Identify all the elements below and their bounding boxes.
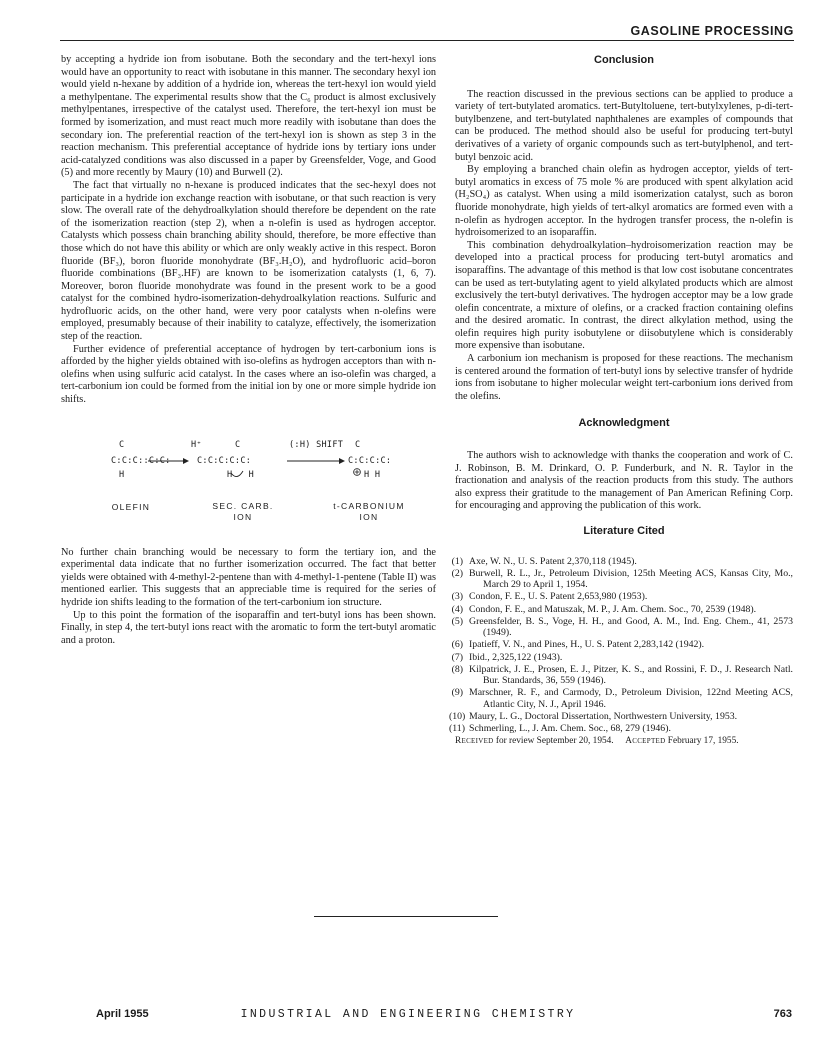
proton-label: H⁺ <box>191 439 202 450</box>
reference-list <box>449 555 793 735</box>
reference-number: (9) <box>451 687 463 699</box>
reference-text: Marschner, R. F., and Carmody, D., Petroleum Division, 122nd Meeting ACS, Atlantic City, N. J., April 1946. <box>469 687 793 711</box>
paragraph: Further evidence of preferential acceptance of hydrogen by tert-carbonium ions is afforded by the higher yields obtained with iso-olefins as hydrogen acceptors than with n-olefins when using sulfuric acid catalyst. In the cases where an iso-olefin was charged, a tert-carbonium ion could be formed from the initial ion by one or more simple hydride ion shifts. <box>61 343 436 406</box>
paragraph: The authors wish to acknowledge with thanks the cooperation and work of C. J. Robinson, B. M. Drinkard, O. P. Funderburk, and N. R. Taylor in the fractionation and analysis of the reaction products from this study. The authors also express their gratitude to the management of Pan American Refining Corp. for encouraging and approving the publication of this work. <box>455 450 793 512</box>
reference-item <box>451 639 793 651</box>
running-head: GASOLINE PROCESSING <box>630 24 794 38</box>
paragraph: A carbonium ion mechanism is proposed for these reactions. The mechanism is centered around the formation of tert-butyl ions by selective transfer of hydride ions from isobutane to higher molecular weight tert-carbonium ions derived from the olefins. <box>455 353 793 402</box>
reference-text: Maury, L. G., Doctoral Dissertation, Northwestern University, 1953. <box>469 711 738 723</box>
right-column <box>449 54 793 748</box>
received-label: Received <box>455 736 494 747</box>
reference-text: Ibid., 2,325,122 (1943). <box>469 651 563 663</box>
reference-item <box>451 591 793 603</box>
paragraph: No further chain branching would be necessary to form the tertiary ion, and the experimental data indicate that no further isomerization occurred. The fact that better yields were obtained with 4-methyl-2-pentene than with 4-methyl-1-pentene (Table II) was mentioned earlier. This suggests that an appreciable time is required for the series of hydride ion shifts leading to the formation of the tert-carbonium ion structure. <box>61 546 436 608</box>
footer-rule <box>314 916 498 917</box>
received-line <box>455 735 793 748</box>
label-olefin: OLEFIN <box>111 501 151 512</box>
reference-number: (7) <box>451 651 463 663</box>
tert-ion-bottom: H H <box>364 469 381 480</box>
accepted-date: February 17, 1955. <box>667 736 739 747</box>
reaction-scheme <box>61 421 436 537</box>
paragraph: Up to this point the formation of the isoparaffin and tert-butyl ions has been shown. Finally, in step 4, the tert-butyl ions react with the aromatic to form the tert-butyl aromatic and a proton. <box>61 609 436 646</box>
reference-number: (11) <box>449 723 465 735</box>
paragraph: By employing a branched chain olefin as hydrogen acceptor, yields of tert-butyl aromatics in excess of 75 mole % are produced with spent alkylation acid (H₂SO₄) as catalyst. When using a mild isomerization catalyst, such as boron fluoride monohydrate, high yields of tert-alkyl aromatics are formed even with a n-olefin as hydrogen acceptor. In the hydrogen transfer process, the n-olefin is hydroisomerized to an isoparaffin. <box>455 164 793 239</box>
reference-item <box>451 651 793 664</box>
reference-number: (1) <box>451 555 463 567</box>
hydride-shift-label: (:H) SHIFT <box>289 439 344 450</box>
reference-number: (8) <box>451 663 463 675</box>
reference-item <box>451 615 793 639</box>
reference-number: (10) <box>449 711 466 723</box>
reference-item <box>451 603 793 616</box>
olefin-top: C <box>119 439 125 450</box>
footer-date: April 1955 <box>96 1008 149 1020</box>
reference-text: Schmerling, L., J. Am. Chem. Soc., 68, 279 (1946). <box>469 723 671 735</box>
tert-ion-top: C <box>355 439 361 450</box>
reference-text: Greensfelder, B. S., Voge, H. H., and Good, A. M., Ind. Eng. Chem., 41, 2573 (1949). <box>469 615 793 639</box>
reference-item <box>449 711 793 723</box>
footer-journal: INDUSTRIAL AND ENGINEERING CHEMISTRY <box>240 1008 576 1021</box>
accepted-label: Accepted <box>625 736 666 747</box>
reference-item <box>451 687 793 711</box>
reference-item <box>451 663 793 687</box>
sec-ion-bottom: H H <box>227 469 255 480</box>
label-sec-carb-ion: SEC. CARB. ION <box>212 500 274 522</box>
reference-text: Burwell, R. L., Jr., Petroleum Division, 125th Meeting ACS, Kansas City, Mo., March 29 to April 1, 1954. <box>469 567 793 591</box>
reference-item <box>451 555 793 568</box>
paragraph: The reaction discussed in the previous sections can be applied to produce a variety of tert-butylated aromatics. tert-Butyltoluene, tert-butylxylenes, p-di-tert-butylbenzene, and tert-butylated naphthalenes are examples of compounds that can be produced. The method should also be useful for producing tert-butyl derivatives of a variety of organic compounds such as tert-butylphenol, and tert-butyl benzoic acid. <box>455 88 793 163</box>
acknowledgment-heading: Acknowledgment <box>578 417 670 430</box>
reference-item <box>451 567 793 591</box>
header-rule <box>60 40 794 41</box>
reference-number: (6) <box>451 639 463 651</box>
paragraph: by accepting a hydride ion from isobutane. Both the secondary and the tert-hexyl ions would have an opportunity to react with isobutane in this manner. The secondary hexyl ion would yield n-hexane by addition of a hydride ion, whereas the tert-hexyl ion would yield a methylpentane. The experimental results show that the C₆ product is almost exclusively methylpentanes, irrespective of the catalyst used. Therefore, the tert-hexyl ion must be formed by isomerization, and must react much more readily with isobutane than does the secondary ion. The preferential reaction of the tert-hexyl ion is shown as step 3 in the reaction mechanism. This preferential acceptance of hydride ions by tertiary ions under acid-catalyzed conditions was also discussed in a paper by Greensfelder, Voge, and Good (5) and more recently by Maury (10) and Burwell (2). <box>61 54 436 179</box>
sec-ion-top: C <box>235 439 241 450</box>
olefin-bottom: H <box>119 469 125 480</box>
tert-ion-formula: C:C:C:C: <box>348 455 392 466</box>
sec-ion-formula: C:C:C:C:C: <box>197 455 252 466</box>
reference-number: (5) <box>451 615 463 627</box>
reference-number: (4) <box>451 603 463 615</box>
label-t-carbonium-ion: t-CARBONIUM ION <box>333 500 405 522</box>
left-column <box>61 54 436 647</box>
page-number: 763 <box>773 1008 792 1020</box>
received-date: for review September 20, 1954. <box>495 736 614 747</box>
literature-cited-heading: Literature Cited <box>583 525 665 537</box>
olefin-formula: C:C:C::C:C: <box>111 455 171 466</box>
reference-text: Kilpatrick, J. E., Prosen, E. J., Pitzer, K. S., and Rossini, F. D., J. Research Natl. Bur. Standards, 36, 559 (1946). <box>469 663 793 687</box>
reference-number: (2) <box>451 567 463 579</box>
paragraph: This combination dehydroalkylation–hydroisomerization reaction may be developed into a practical process for producing tert-butyl aromatics and isoparaffins. The advantage of this method is that low cost isobutane concentrates can be used as tert-butylating agent to yield alkylated products which are almost exclusively the tert-butyl derivatives. The hydrogen acceptor may be a low grade olefin concentrate, a mixture of olefins, or a cracked fraction containing olefins and the desired aromatic. In contrast, the direct alkylation method, using the olefin requires high purity isobutylene or diisobutylene which is considerably more expensive than isobutane. <box>455 239 793 352</box>
reference-text: Condon, F. E., U. S. Patent 2,653,980 (1953). <box>469 591 648 603</box>
paragraph: The fact that virtually no n-hexane is produced indicates that the sec-hexyl does not participate in a hydride ion exchange reaction with isobutane, or that such reaction is very slow. The overall rate of the dehydroalkylation should therefore be dependent on the rate of the isomerization reaction (step 2), when a n-olefin is used as hydrogen acceptor. Catalysts which possess chain branching ability should, therefore, be more effective than those which do not have this ability or which are only weakly active in this respect. Boron fluoride (BF₃), boron fluoride monohydrate (BF₃.H₂O), and hydrofluoric acid–boron fluoride combinations (BF₃.HF) are known to be isomerization catalysts (1, 6, 7). Moreover, boron fluoride monohydrate was found in the present work to be a good catalyst for the combined hydro-isomerization-dehydroalkylation reactions. Sulfuric and hydrofluoric acids, on the other hand, were very poor catalysts when n-olefins were employed, presumably because of their inability to catalyze, effectively, the isomerization step of the reaction. <box>61 179 436 343</box>
reference-number: (3) <box>451 591 463 603</box>
reference-text: Axe, W. N., U. S. Patent 2,370,118 (1945). <box>469 555 637 567</box>
conclusion-heading: Conclusion <box>594 54 654 66</box>
reference-item <box>449 723 793 735</box>
reference-text: Condon, F. E., and Matuszak, M. P., J. Am. Chem. Soc., 70, 2539 (1948). <box>469 603 757 615</box>
reference-text: Ipatieff, V. N., and Pines, H., U. S. Patent 2,283,142 (1942). <box>469 639 705 651</box>
